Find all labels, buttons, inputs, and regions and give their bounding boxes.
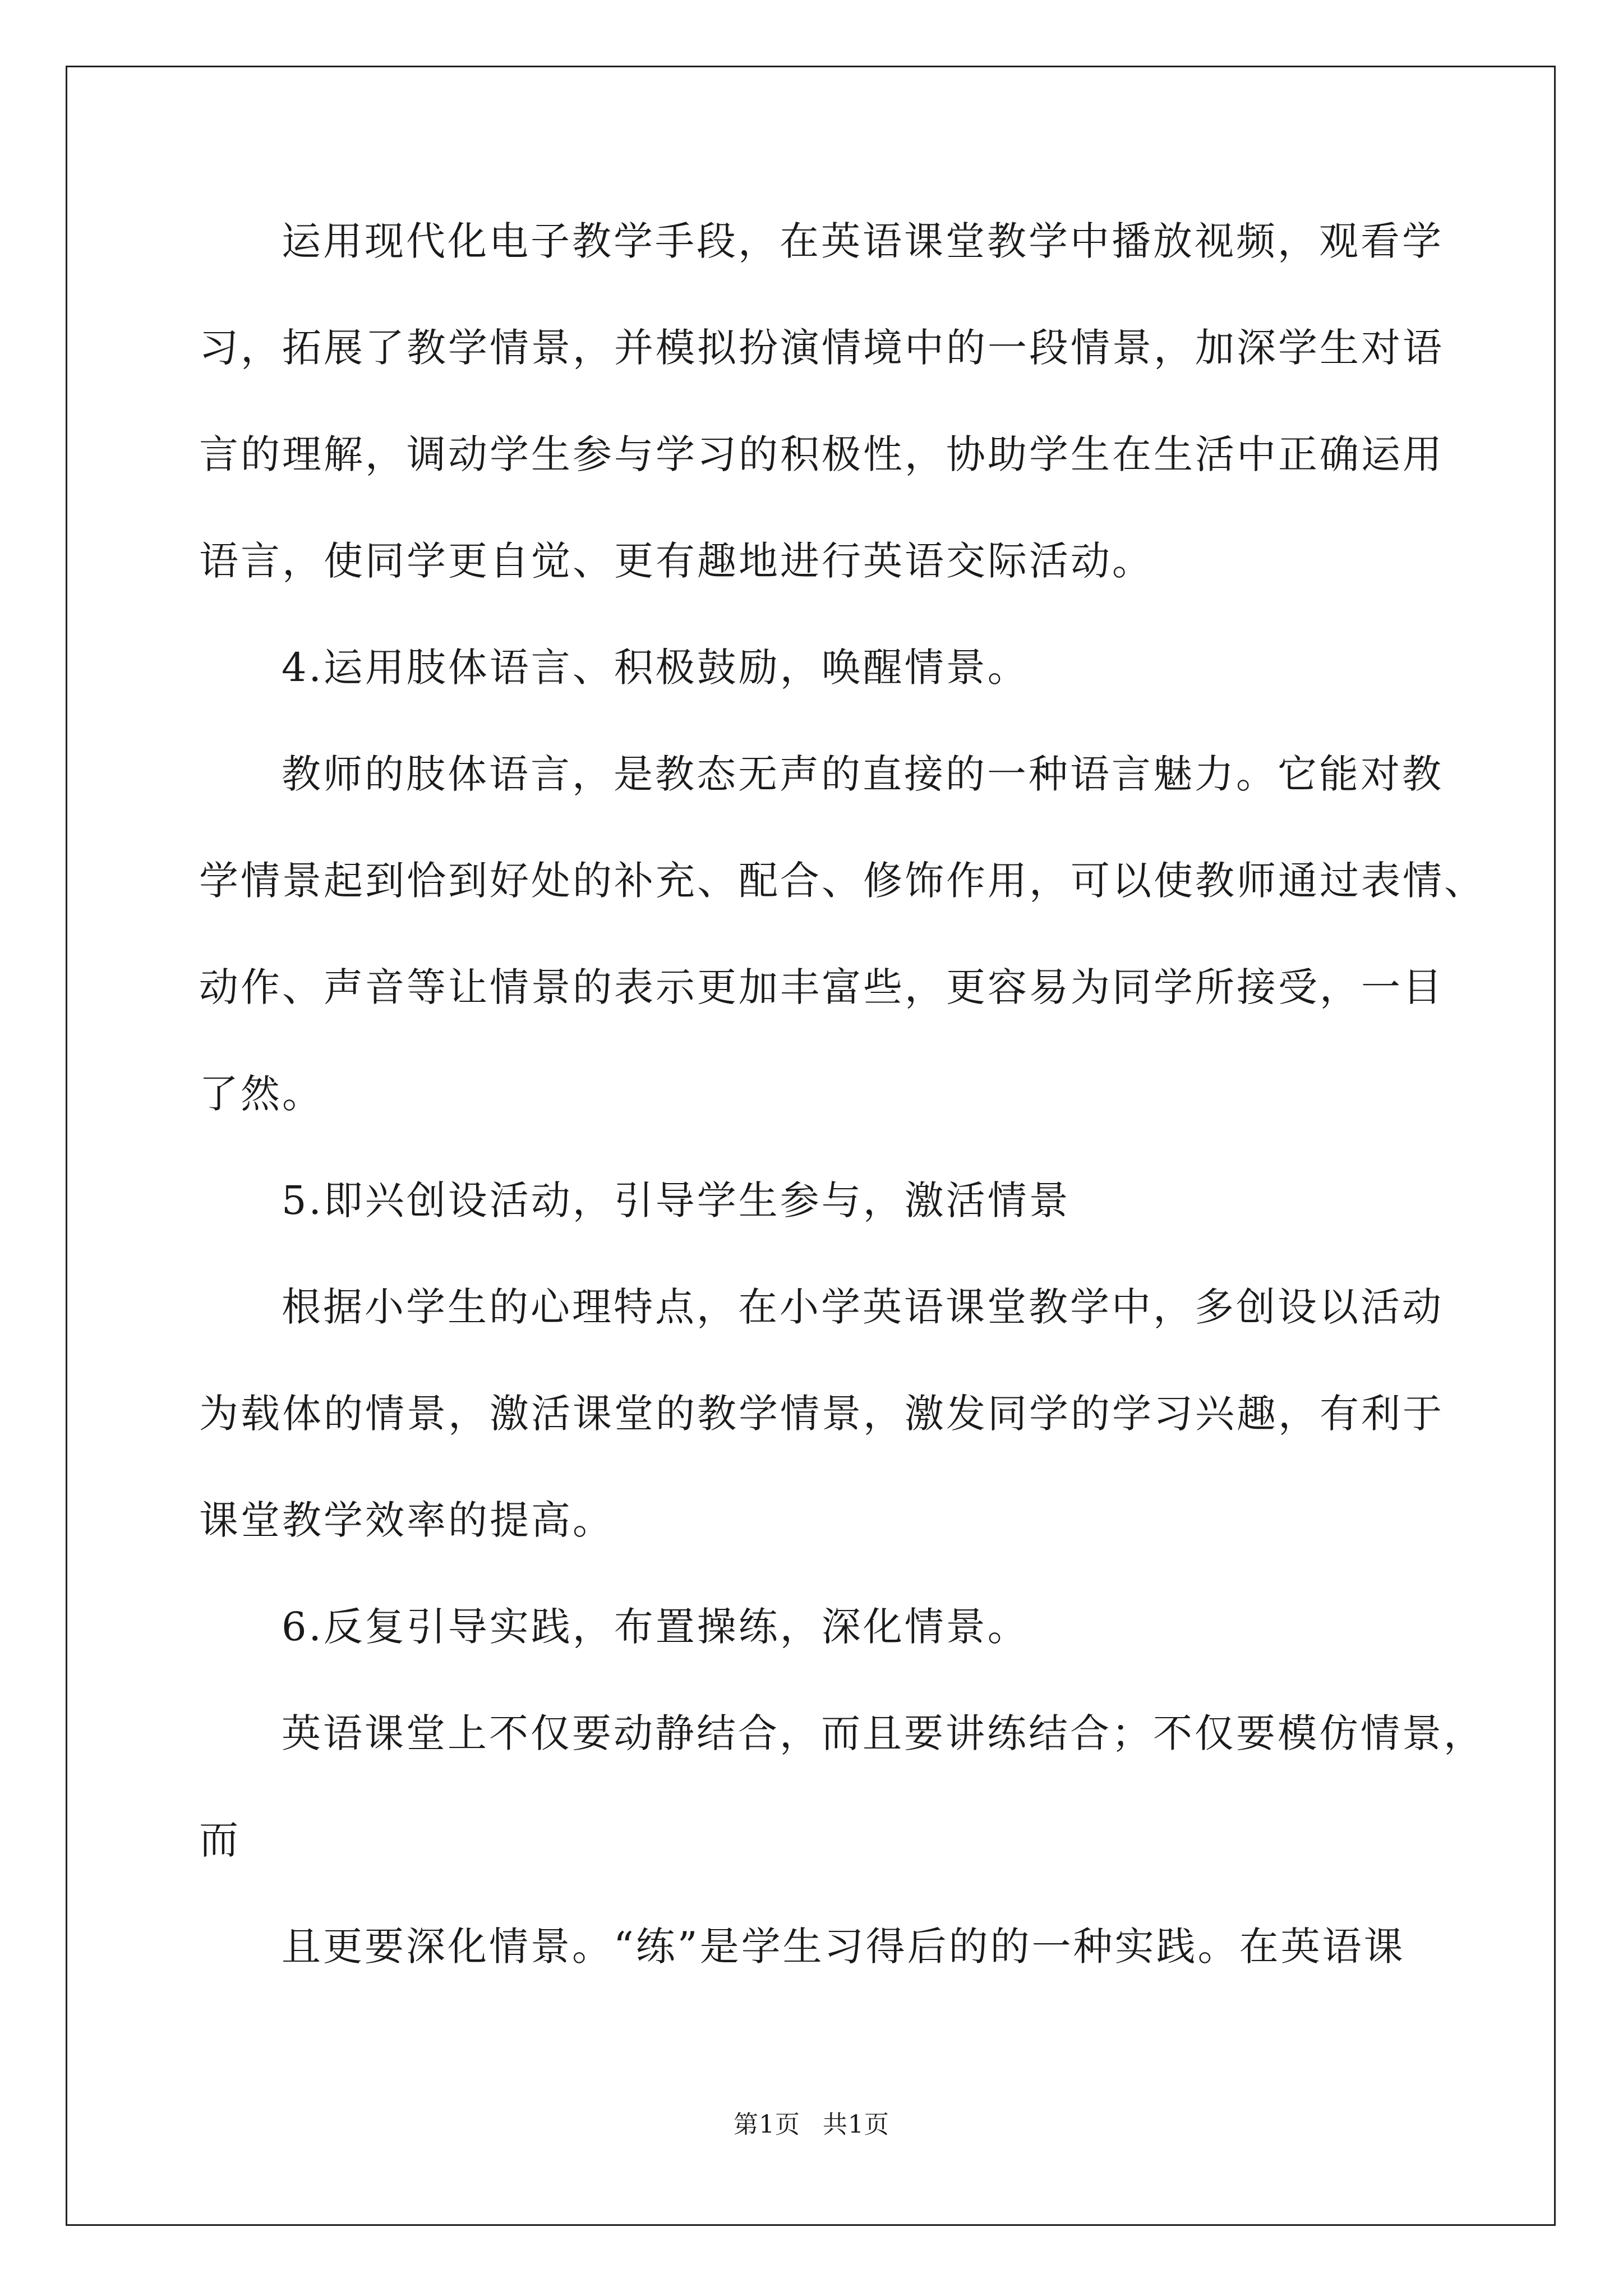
text-line: 课堂教学效率的提高。 bbox=[199, 1497, 614, 1543]
text-line: 英语课堂上不仅要动静结合，而且要讲练结合；不仅要模仿情景， bbox=[282, 1710, 1485, 1756]
text-line: 根据小学生的心理特点，在小学英语课堂教学中，多创设以活动 bbox=[282, 1284, 1444, 1330]
text-line: 习，拓展了教学情景，并模拟扮演情境中的一段情景，加深学生对语 bbox=[199, 325, 1444, 371]
page-number: 第1页 bbox=[734, 2110, 800, 2139]
text-line: 动作、声音等让情景的表示更加丰富些，更容易为同学所接受，一目 bbox=[199, 964, 1444, 1010]
text-line: 而 bbox=[199, 1817, 241, 1863]
text-line: 且更要深化情景。“练”是学生习得后的的一种实践。在英语课 bbox=[282, 1924, 1405, 1970]
text-line: 为载体的情景，激活课堂的教学情景，激发同学的学习兴趣，有利于 bbox=[199, 1391, 1444, 1437]
section-heading: 6.反复引导实践，布置操练，深化情景。 bbox=[282, 1604, 1029, 1650]
text-line: 言的理解，调动学生参与学习的积极性，协助学生在生活中正确运用 bbox=[199, 431, 1444, 477]
text-line: 运用现代化电子教学手段，在英语课堂教学中播放视频，观看学 bbox=[282, 218, 1444, 264]
total-pages: 共1页 bbox=[823, 2110, 889, 2139]
text-line: 学情景起到恰到好处的补充、配合、修饰作用，可以使教师通过表情、 bbox=[199, 858, 1486, 904]
text-line: 了然。 bbox=[199, 1071, 324, 1117]
document-body bbox=[199, 210, 1486, 2022]
section-heading: 4.运用肢体语言、积极鼓励，唤醒情景。 bbox=[282, 645, 1029, 691]
text-line: 语言，使同学更自觉、更有趣地进行英语交际活动。 bbox=[199, 538, 1154, 584]
page-footer bbox=[0, 2108, 1623, 2142]
text-line: 教师的肢体语言，是教态无声的直接的一种语言魅力。它能对教 bbox=[282, 751, 1444, 797]
section-heading: 5.即兴创设活动，引导学生参与，激活情景 bbox=[282, 1177, 1071, 1223]
